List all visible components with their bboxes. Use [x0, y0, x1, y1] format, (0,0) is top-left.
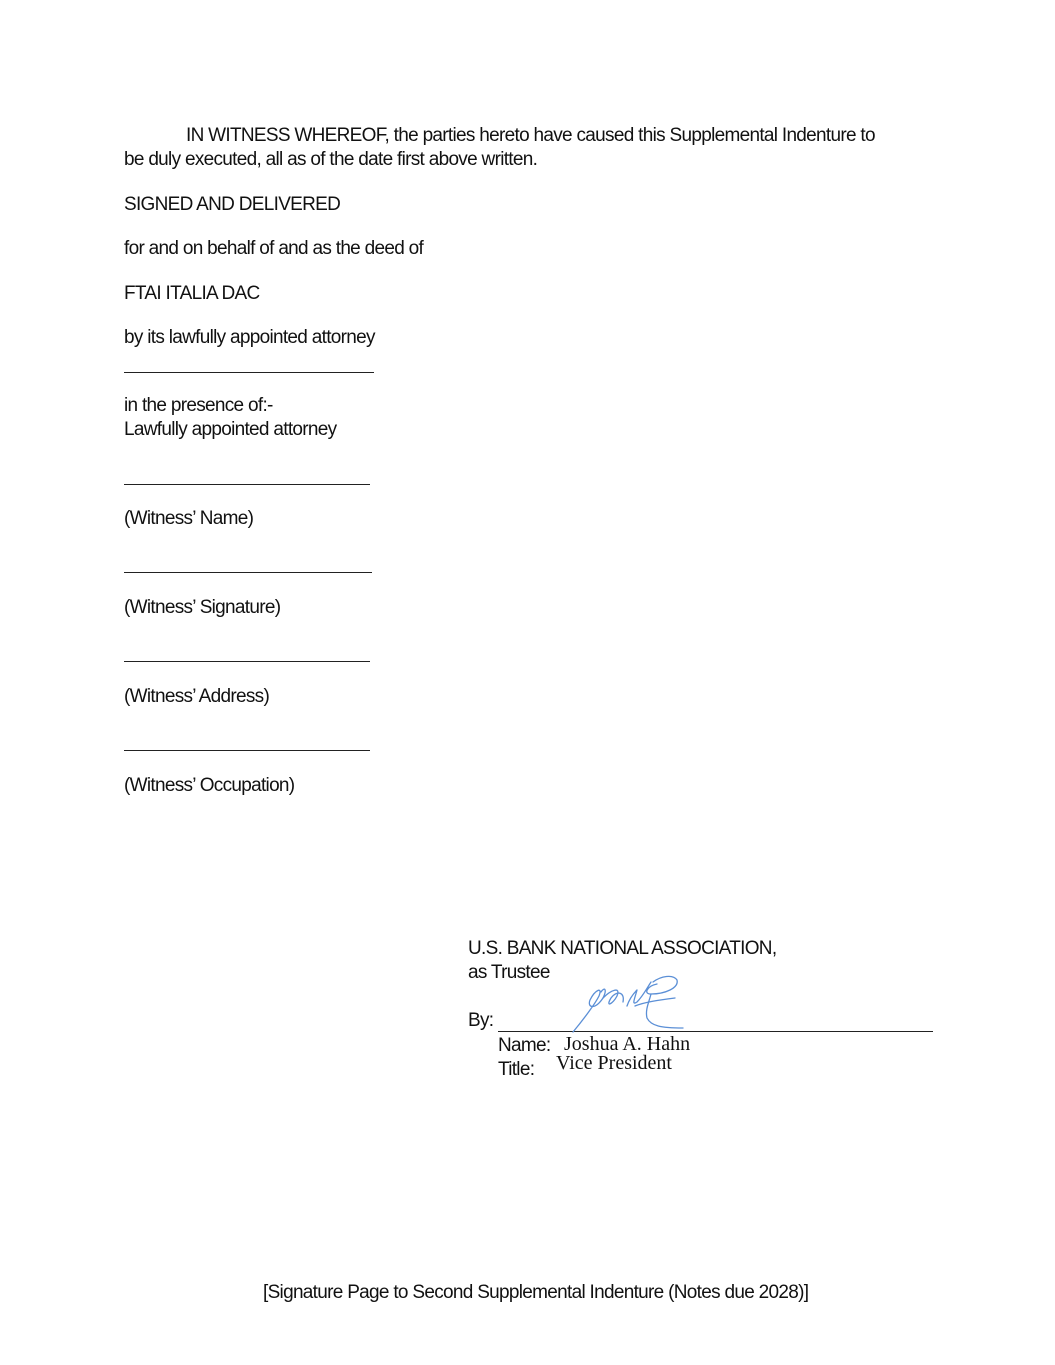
by-label: By: [468, 1010, 494, 1031]
intro-line-2: be duly executed, all as of the date first above written. [124, 149, 538, 170]
trustee-bank-name: U.S. BANK NATIONAL ASSOCIATION, [468, 938, 777, 959]
company-name: FTAI ITALIA DAC [124, 283, 260, 304]
title-label: Title: [498, 1059, 535, 1080]
page-footer: [Signature Page to Second Supplemental Indenture (Notes due 2028)] [263, 1282, 809, 1303]
title-value: Vice President [556, 1052, 672, 1074]
signed-delivered-heading: SIGNED AND DELIVERED [124, 194, 341, 215]
witness-address-line [124, 661, 370, 662]
handwritten-signature-image [565, 972, 695, 1036]
presence-text: in the presence of:- [124, 395, 273, 416]
lawful-attorney-caption: Lawfully appointed attorney [124, 419, 337, 440]
witness-signature-line [124, 572, 372, 573]
attorney-signature-line [124, 372, 374, 373]
trustee-role: as Trustee [468, 962, 550, 983]
name-label: Name: [498, 1035, 551, 1056]
trustee-signature-line [498, 1031, 933, 1032]
attorney-line-text: by its lawfully appointed attorney [124, 327, 375, 348]
witness-occupation-caption: (Witness’ Occupation) [124, 775, 295, 796]
signature-strokes [573, 976, 683, 1032]
witness-address-caption: (Witness’ Address) [124, 686, 270, 707]
name-value: Joshua A. Hahn [564, 1033, 691, 1055]
witness-occupation-line [124, 750, 370, 751]
witness-signature-caption: (Witness’ Signature) [124, 597, 281, 618]
witness-name-line [124, 484, 370, 485]
on-behalf-text: for and on behalf of and as the deed of [124, 238, 424, 259]
intro-line-1: IN WITNESS WHEREOF, the parties hereto have caused this Supplemental Indenture to [186, 125, 875, 146]
witness-name-caption: (Witness’ Name) [124, 508, 254, 529]
